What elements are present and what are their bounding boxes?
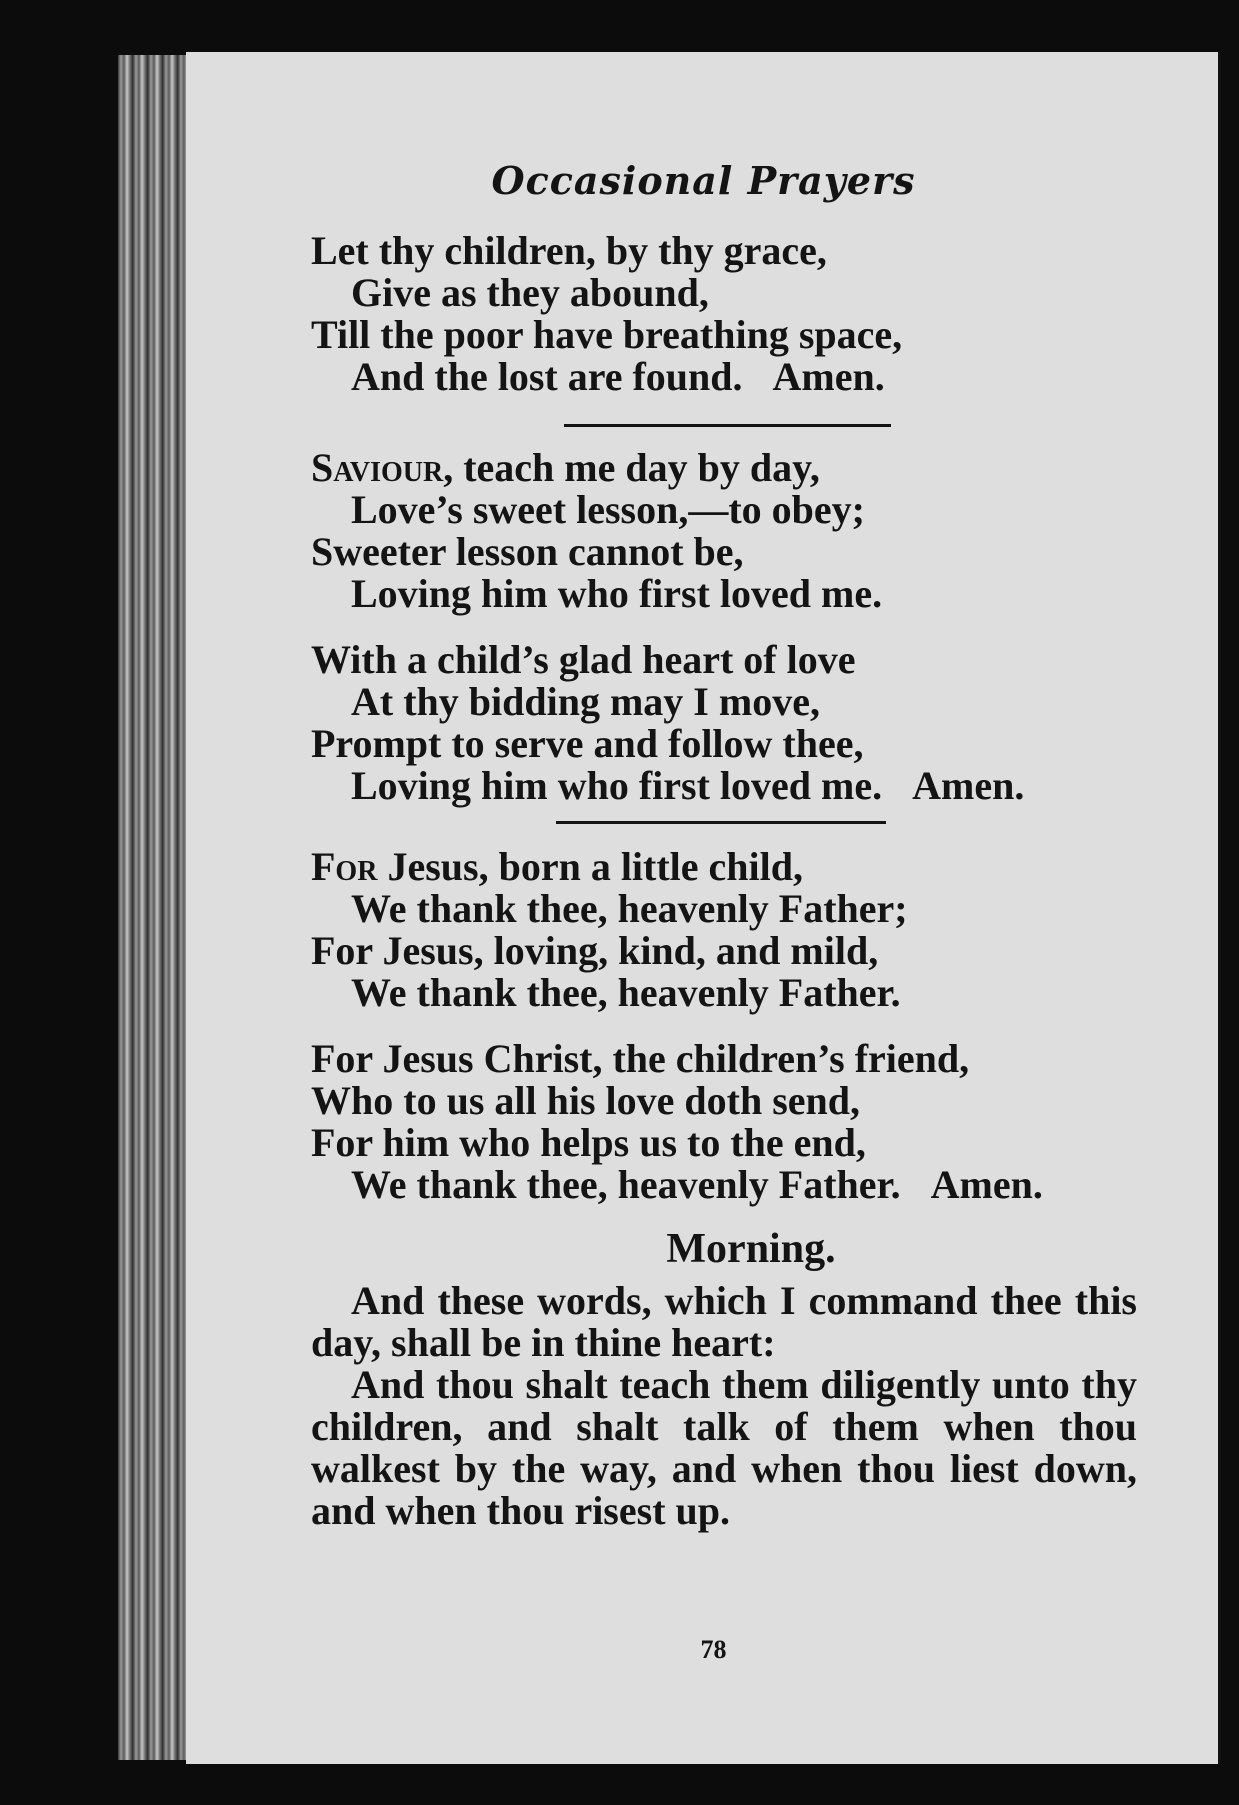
prayer-3-stanza-1 (311, 846, 1231, 1014)
verse-line: Loving him who first loved me. (351, 571, 883, 616)
prayer-2-stanza-1 (311, 447, 1231, 615)
verse-text: , teach me day by day, (443, 445, 820, 490)
morning-paragraph: And these words, which I command thee this day, shall be in thine heart: (311, 1278, 1137, 1365)
initial-word: Saviour (311, 445, 444, 490)
running-header: Occasional Prayers (491, 158, 916, 203)
amen: Amen. (930, 1162, 1043, 1207)
verse-line: Love’s sweet lesson,—to obey; (351, 487, 866, 532)
verse-text: Loving him who first loved me. (351, 763, 883, 808)
amen: Amen. (912, 763, 1025, 808)
verse-line: At thy bidding may I move, (351, 679, 820, 724)
verse-line: For Jesus Christ, the children’s friend, (311, 1036, 970, 1081)
verse-line (311, 356, 1231, 398)
verse-line: Sweeter lesson cannot be, (311, 529, 744, 574)
book-spine (118, 55, 188, 1760)
page-content (311, 230, 1231, 1532)
verse-line (311, 846, 1231, 888)
verse-line: Let thy children, by thy grace, (311, 228, 827, 273)
verse-line (311, 1164, 1231, 1206)
prayer-1-stanza-1 (311, 230, 1231, 398)
verse-text: We thank thee, heavenly Father. (351, 1162, 901, 1207)
verse-line (311, 765, 1231, 807)
verse-line: Prompt to serve and follow thee, (311, 721, 864, 766)
verse-line: Give as they abound, (351, 270, 709, 315)
verse-text: Jesus, born a little child, (377, 844, 804, 889)
verse-line: We thank thee, heavenly Father; (351, 886, 908, 931)
verse-line (311, 447, 1231, 489)
amen: Amen. (772, 354, 885, 399)
verse-line: For him who helps us to the end, (311, 1120, 866, 1165)
book-page (186, 52, 1221, 1764)
verse-line: For Jesus, loving, kind, and mild, (311, 928, 879, 973)
verse-text: And the lost are found. (351, 354, 743, 399)
section-title-morning: Morning. (666, 1226, 836, 1272)
initial-word: For (311, 844, 378, 889)
verse-line: Till the poor have breathing space, (311, 312, 903, 357)
page-number: 78 (700, 1635, 727, 1664)
verse-line: We thank thee, heavenly Father. (351, 970, 901, 1015)
morning-text (311, 1280, 1137, 1532)
morning-paragraph: And thou shalt teach them diligently unto thy children, and shalt talk of them when thou walkest by the way, and when thou liest down, and when thou risest up. (311, 1362, 1137, 1533)
prayer-2-stanza-2 (311, 639, 1231, 807)
prayer-3-stanza-2 (311, 1038, 1231, 1206)
verse-line: With a child’s glad heart of love (311, 637, 856, 682)
verse-line: Who to us all his love doth send, (311, 1078, 861, 1123)
